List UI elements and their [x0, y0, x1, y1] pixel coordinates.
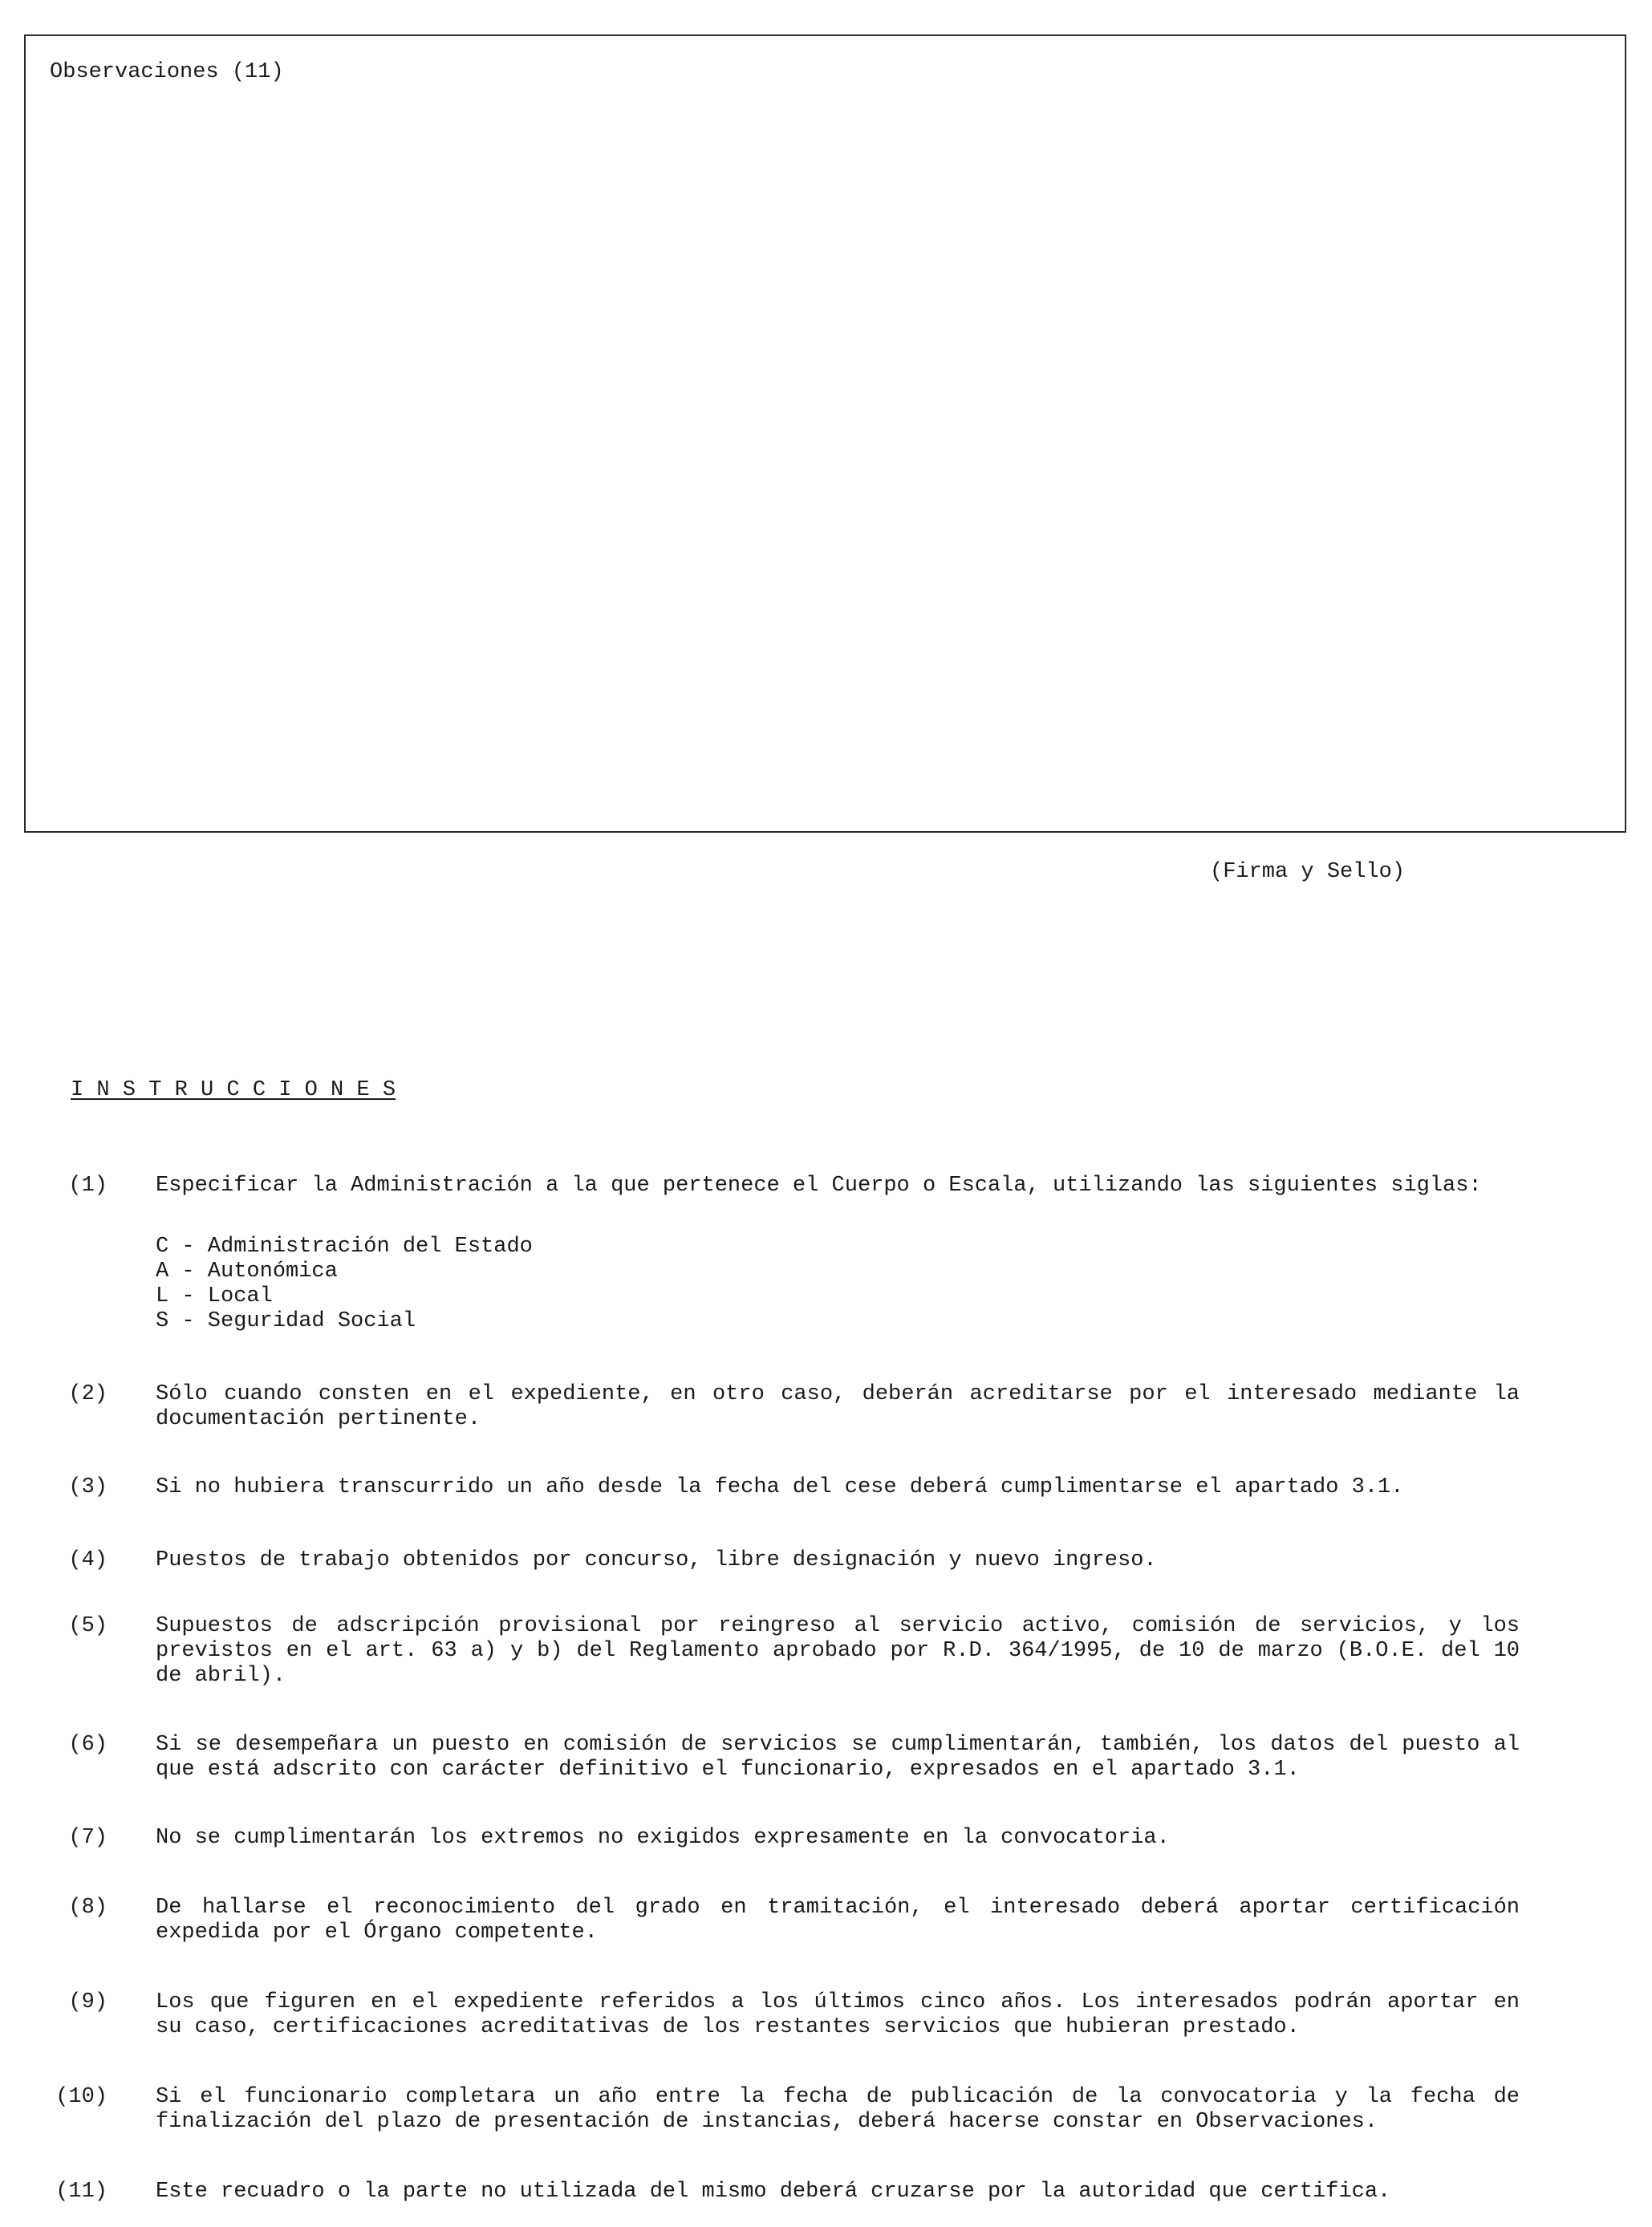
sigla-item: L - Local — [156, 1284, 273, 1308]
firma-y-sello-label: (Firma y Sello) — [1210, 860, 1406, 884]
note-text: Los que figuren en el expediente referidos a los últimos cinco años. Los interesados podrán aportar en su caso, certificaciones acreditativas de los restantes servicios que hubieran prestado. — [156, 1990, 1520, 2039]
note-number: (7) — [68, 1826, 108, 1850]
note-number: (3) — [68, 1475, 108, 1499]
note-text: Si no hubiera transcurrido un año desde la fecha del cese deberá cumplimentarse el apartado 3.1. — [156, 1475, 1404, 1499]
note-text: Supuestos de adscripción provisional por reingreso al servicio activo, comisión de servicios, y los previstos en el art. 63 a) y b) del Reglamento aprobado por R.D. 364/1995, de 10 de marzo (B.O.E. del 10 de abril). — [156, 1614, 1520, 1688]
note-number: (9) — [68, 1990, 108, 2014]
note-number: (8) — [68, 1896, 108, 1920]
note-number: (6) — [68, 1733, 108, 1757]
note-number: (4) — [68, 1548, 108, 1572]
note-text: Puestos de trabajo obtenidos por concurso, libre designación y nuevo ingreso. — [156, 1548, 1157, 1572]
sigla-item: A - Autonómica — [156, 1260, 338, 1284]
note-number: (1) — [68, 1174, 108, 1198]
sigla-item: C - Administración del Estado — [156, 1235, 533, 1259]
note-text: Si se desempeñara un puesto en comisión de servicios se cumplimentarán, también, los datos del puesto al que está adscrito con carácter definitivo el funcionario, expresados en el apartado 3.1. — [156, 1733, 1520, 1782]
sigla-item: S - Seguridad Social — [156, 1309, 416, 1333]
note-text: Si el funcionario completara un año entre la fecha de publicación de la convocatoria y la fecha de finalización del plazo de presentación de instancias, deberá hacerse constar en Observaciones. — [156, 2085, 1520, 2134]
note-text: Especificar la Administración a la que pertenece el Cuerpo o Escala, utilizando las siguientes siglas: — [156, 1174, 1482, 1198]
note-text: Sólo cuando consten en el expediente, en otro caso, deberán acreditarse por el interesado mediante la documentación pertinente. — [156, 1382, 1520, 1431]
note-text: Este recuadro o la parte no utilizada del mismo deberá cruzarse por la autoridad que certifica. — [156, 2180, 1391, 2204]
observaciones-box — [24, 34, 1626, 833]
instrucciones-title: I N S T R U C C I O N E S — [71, 1078, 396, 1102]
note-number: (11) — [55, 2180, 108, 2204]
note-number: (10) — [55, 2085, 108, 2109]
note-number: (2) — [68, 1382, 108, 1406]
observaciones-label: Observaciones (11) — [50, 60, 284, 84]
note-text: De hallarse el reconocimiento del grado en tramitación, el interesado deberá aportar certificación expedida por el Órgano competente. — [156, 1896, 1520, 1945]
note-number: (5) — [68, 1614, 108, 1638]
note-text: No se cumplimentarán los extremos no exigidos expresamente en la convocatoria. — [156, 1826, 1170, 1850]
siglas-list — [156, 1235, 533, 1334]
